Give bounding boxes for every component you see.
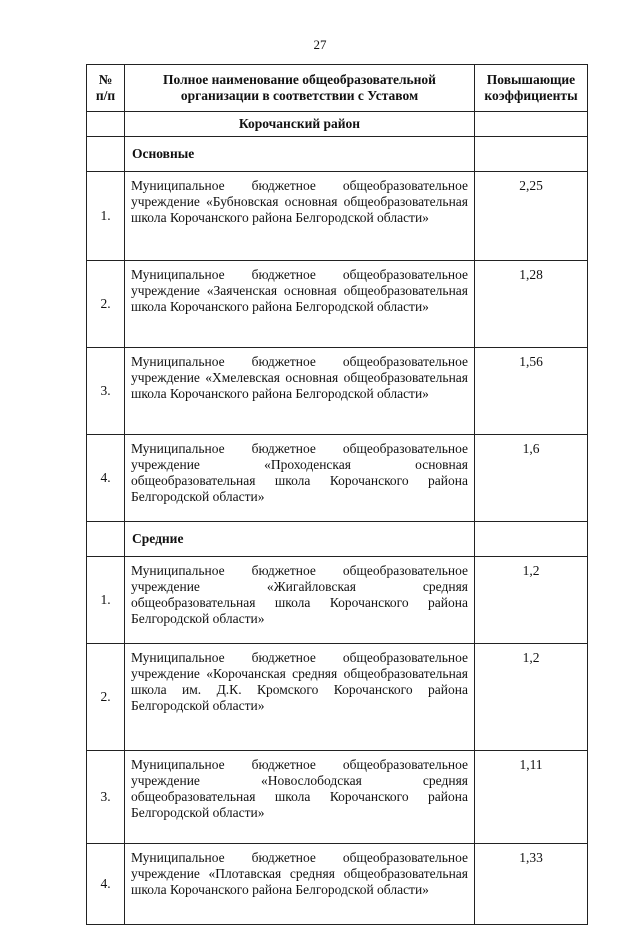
row-name: Муниципальное бюджетное общеобразовательное учреждение «Проходенская основная общеобразовательная школа Корочанского района Белгородской области»	[125, 435, 475, 522]
table-row	[87, 172, 588, 261]
table-row	[87, 844, 588, 925]
row-name: Муниципальное бюджетное общеобразовательное учреждение «Жигайловская средняя общеобразовательная школа Корочанского района Белгородской области»	[125, 557, 475, 644]
table-header-row	[87, 65, 588, 112]
row-coef: 1,6	[475, 435, 588, 522]
coefficients-table	[86, 64, 588, 925]
section-title: Средние	[125, 522, 475, 557]
section-row	[87, 137, 588, 172]
page-number: 27	[313, 37, 327, 52]
table-row	[87, 557, 588, 644]
row-name: Муниципальное бюджетное общеобразовательное учреждение «Корочанская средняя общеобразовательная школа им. Д.К. Кромского Корочанского района Белгородской области»	[125, 644, 475, 751]
header-num: № п/п	[87, 65, 125, 112]
row-coef: 1,33	[475, 844, 588, 925]
row-num: 3.	[87, 751, 125, 844]
row-name: Муниципальное бюджетное общеобразовательное учреждение «Бубновская основная общеобразовательная школа Корочанского района Белгородской области»	[125, 172, 475, 261]
header-coef: Повышающие коэффициенты	[475, 65, 588, 112]
table-row	[87, 348, 588, 435]
row-name: Муниципальное бюджетное общеобразовательное учреждение «Новослободская средняя общеобразовательная школа Корочанского района Белгородской области»	[125, 751, 475, 844]
row-num: 1.	[87, 172, 125, 261]
row-num: 4.	[87, 844, 125, 925]
table-row	[87, 644, 588, 751]
row-num: 2.	[87, 644, 125, 751]
district-label: Корочанский район	[125, 112, 475, 137]
district-row	[87, 112, 588, 137]
row-coef: 1,2	[475, 644, 588, 751]
row-num: 1.	[87, 557, 125, 644]
table-row	[87, 261, 588, 348]
table-row	[87, 751, 588, 844]
section-title: Основные	[125, 137, 475, 172]
row-name: Муниципальное бюджетное общеобразовательное учреждение «Хмелевская основная общеобразовательная школа Корочанского района Белгородской области»	[125, 348, 475, 435]
row-coef: 1,2	[475, 557, 588, 644]
row-name: Муниципальное бюджетное общеобразовательное учреждение «Заяченская основная общеобразовательная школа Корочанского района Белгородской области»	[125, 261, 475, 348]
header-name: Полное наименование общеобразовательной организации в соответствии с Уставом	[125, 65, 475, 112]
row-coef: 1,11	[475, 751, 588, 844]
row-num: 2.	[87, 261, 125, 348]
table-row	[87, 435, 588, 522]
row-name: Муниципальное бюджетное общеобразовательное учреждение «Плотавская средняя общеобразовательная школа Корочанского района Белгородской области»	[125, 844, 475, 925]
row-num: 4.	[87, 435, 125, 522]
row-coef: 2,25	[475, 172, 588, 261]
row-coef: 1,56	[475, 348, 588, 435]
row-coef: 1,28	[475, 261, 588, 348]
row-num: 3.	[87, 348, 125, 435]
section-row	[87, 522, 588, 557]
